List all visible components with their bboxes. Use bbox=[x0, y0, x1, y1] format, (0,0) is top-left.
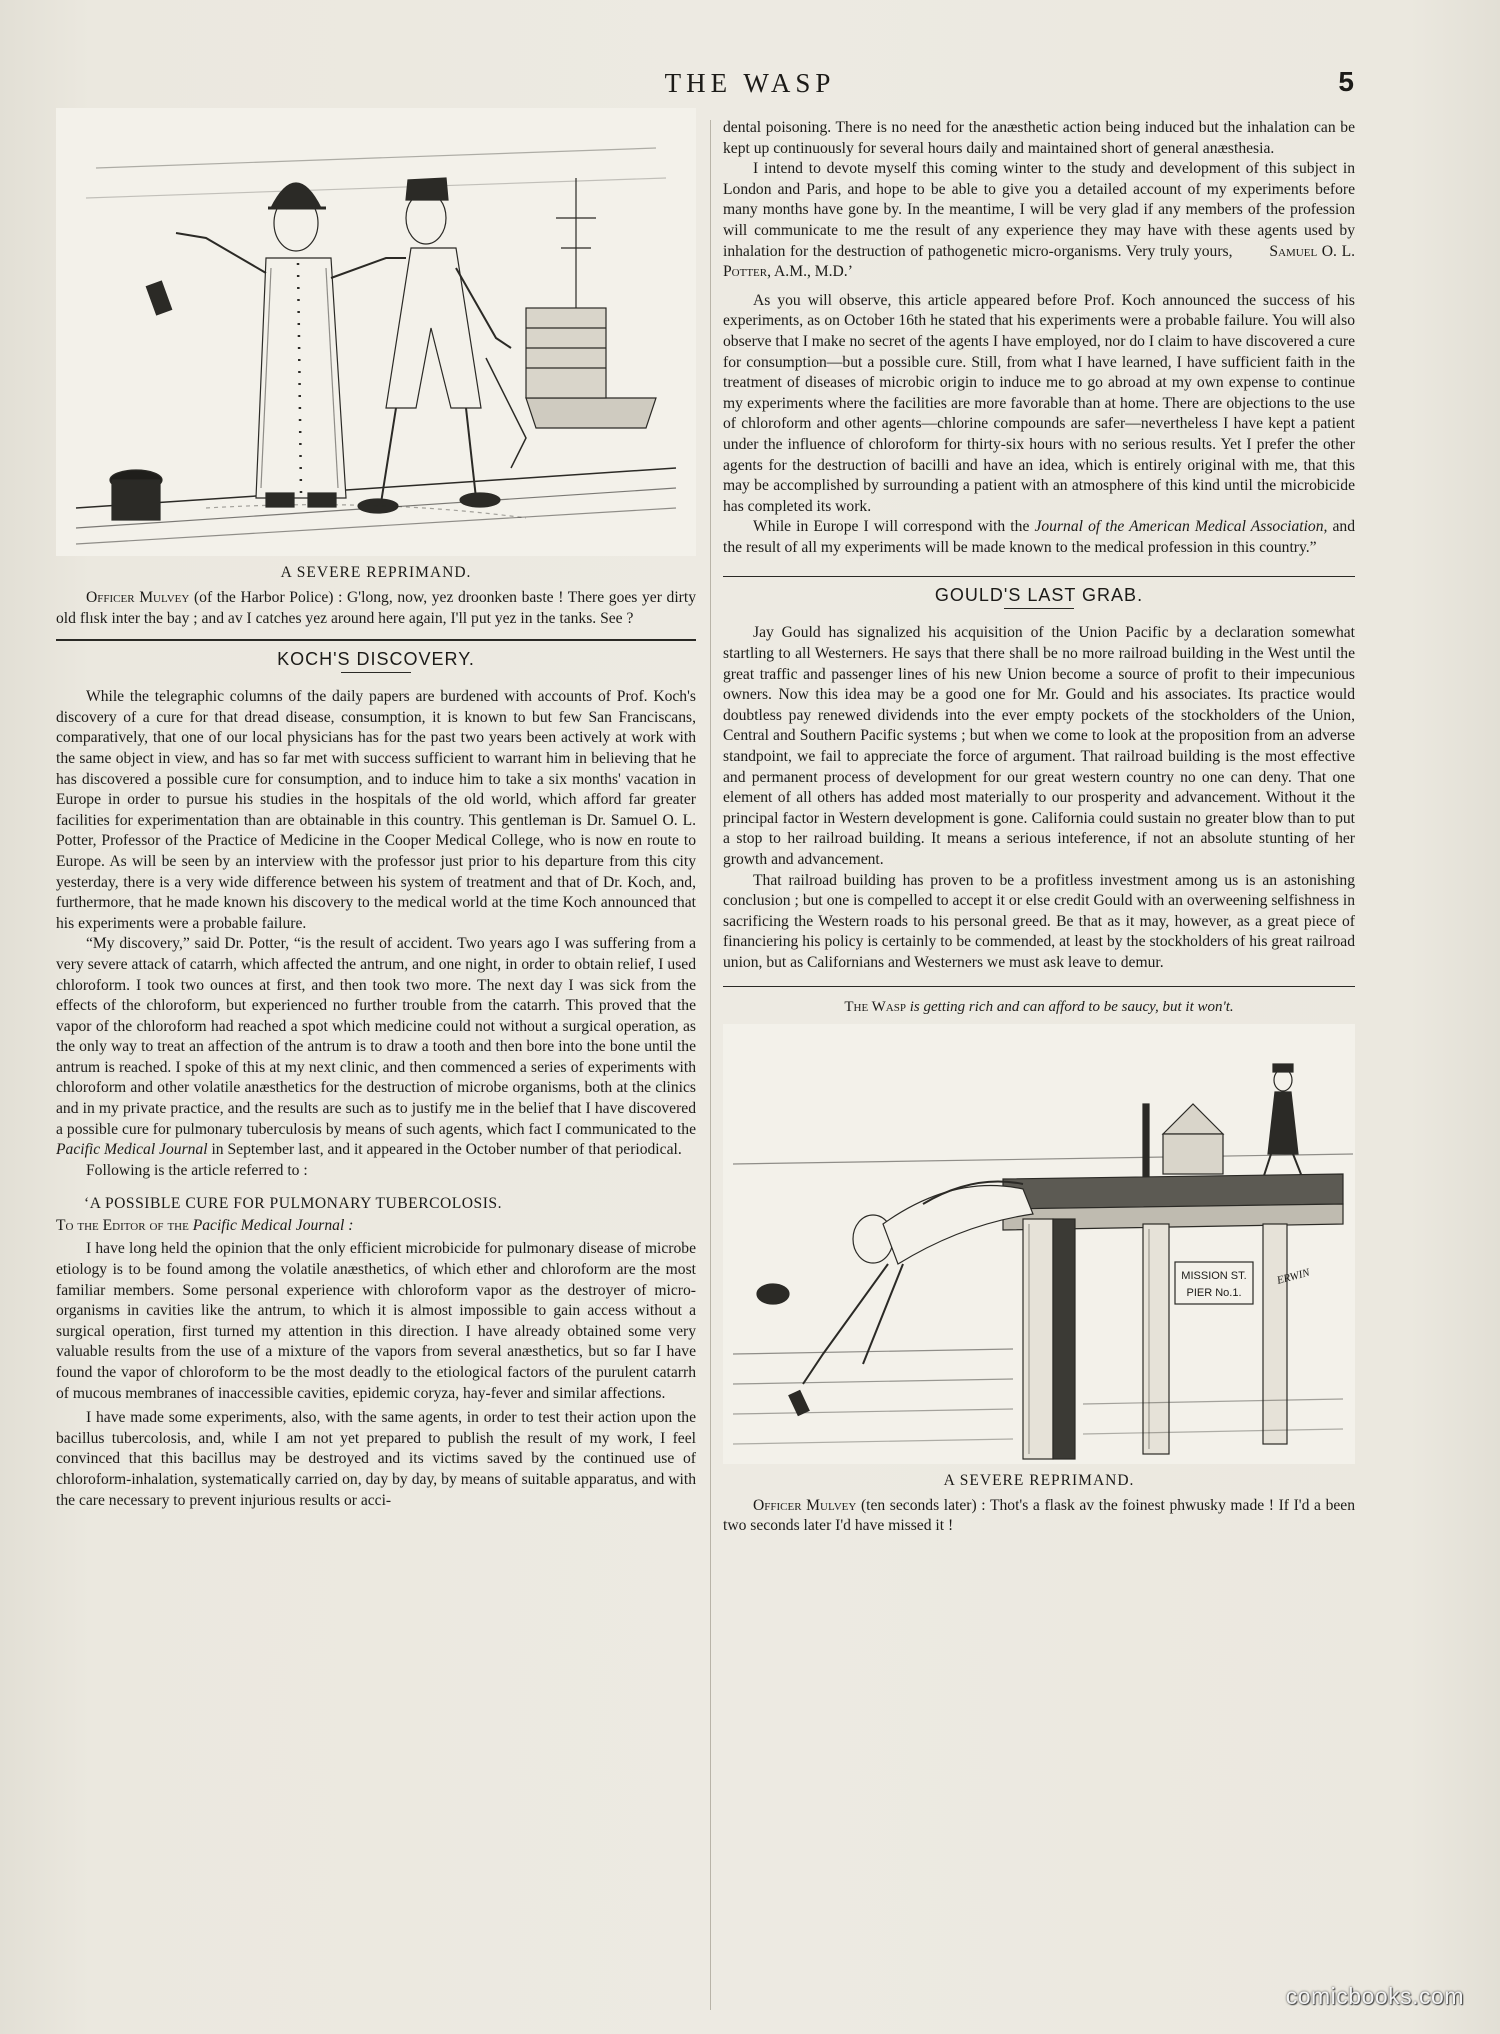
koch-paragraph-2-end: in September last, and it appeared in the October number of that periodical. bbox=[211, 1141, 682, 1159]
koch-paragraph-2-text: “My discovery,” said Dr. Potter, “is the result of accident. Two years ago I was suffering from a very severe attack of catarrh, which affected the antrum, and one night, in order to obtain relief, I used chloroform. I took two ounces at first, and then took two more. The next day I was sick from the effects of the chloroform, but experienced no further trouble from the catarrh. This proved that the vapor of the chloroform had reached a spot which medicine could not without a surgical operation, as the only way to treat an affection of the antrum is to draw a tooth and then bore into the bone until the antrum is reached. I spoke of this at my next clinic, and then commenced a series of experiments with chloroform and other volatile anæsthetics for the destruction of microbe organisms, both at the clinics and in my private practice, and the results are such as to justify me in the belief that I have discovered a possible cure for pulmonary tuberculosis by means of such agents, which fact I communicated to the bbox=[56, 935, 696, 1138]
section-rule bbox=[723, 986, 1355, 987]
bottom-cartoon-caption bbox=[723, 1496, 1355, 1537]
pier-sign-line1: MISSION ST. bbox=[1181, 1269, 1247, 1282]
koch-continued-2-text: I intend to devote myself this coming winter to the study and development of this subject in London and Paris, and hope to be able to give you a detailed account of my experiments before many months have gone by. In the meantime, I will be very glad if any members of the profession will communicate to me the result of any experience they may have with these agents used by inhalation for the destruction of pathogenetic micro-organisms. Very truly yours, bbox=[723, 160, 1355, 260]
publication-title: THE WASP bbox=[664, 68, 836, 98]
wasp-note-name: The Wasp bbox=[844, 998, 906, 1015]
masthead bbox=[0, 68, 1500, 108]
left-column bbox=[56, 108, 696, 1511]
gould-paragraph-2: That railroad building has proven to be a profitless investment among us is an astonishing conclusion ; but one is compelled to accept it or else credit Gould with an overweening selfishness in sacrificing the Western roads to his personal greed. Be that as it may, however, as a great piece of financiering his policy is certainly to be commended, at least by the stockholders of his great railroad union, but as Californians and Westerners we must ask leave to demur. bbox=[723, 871, 1355, 971]
pier-sign-line2: PIER No.1. bbox=[1186, 1286, 1242, 1299]
wasp-note-text: is getting rich and can afford to be saucy, but it won't. bbox=[909, 998, 1234, 1015]
letter-salutation bbox=[56, 1217, 696, 1235]
koch-paragraph-5: I have made some experiments, also, with the same agents, in order to test their action upon the bacillus tubercolosis, and, while I am not yet prepared to publish the result of my work, I feel convinced that this bacillus may be destroyed and its victims saved by the continued use of chloroform-inhalation, systematically carried on, day by day, by means of suitable apparatus, and with the care necessary to prevent injurious results or acci- bbox=[56, 1409, 696, 1509]
koch-paragraph-1: While the telegraphic columns of the daily papers are burdened with accounts of Prof. Koch's discovery of a cure for that dread disease, consumption, it is known to but few San Franciscans, comparatively, that one of our local physicians has for the past two years been actively at work with the same object in view, and has so far met with success sufficient to warrant him in believing that he has discovered a possible cure for consumption, and to induce him to take a six months' vacation in Europe in order to pursue his studies in the hospitals of the old world, which afford far greater facilities for experimentation than are obtainable in this country. This gentleman is Dr. Samuel O. L. Potter, Professor of the Practice of Medicine in the Cooper Medical College, who is now en route to Europe. As will be seen by an interview with the professor just prior to his departure from this city yesterday, there is a very wide difference between his system of treatment and that of Dr. Koch, and, furthermore, that he made known his discovery to the medical world at the time Koch announced that his experiments were a probable failure. bbox=[56, 688, 696, 932]
harbor-police-drawing bbox=[56, 108, 696, 556]
top-cartoon-speech: (of the Harbor Police) : G'long, now, yez droonken baste ! There goes yer dirty old flısk inter the bay ; and av I catches yez around here again, I'll put yez in the tanks. See ? bbox=[56, 589, 697, 627]
bottom-cartoon-caption-title: A SEVERE REPRIMAND. bbox=[943, 1471, 1135, 1489]
article-subheading: ‘A POSSIBLE CURE FOR PULMONARY TUBERCOLOSIS. bbox=[84, 1195, 502, 1213]
column-divider bbox=[710, 120, 711, 2010]
journal-name: Pacific Medical Journal bbox=[56, 1141, 208, 1159]
koch-continued-2 bbox=[723, 159, 1355, 283]
koch-continued-4 bbox=[723, 517, 1355, 558]
right-column bbox=[723, 118, 1355, 1537]
gould-paragraph-1: Jay Gould has signalized his acquisition of the Union Pacific by a declaration somewhat startling to all Westerners. He says that there shall be no more railroad building in the West until the great traffic and passenger lines of his new Union become a source of profit to their impecunious owners. Now this idea may be a good one for Mr. Gould and his associates. Its practice would doubtless pay renewed dividends into the ever empty pockets of the stockholders of the Union, Central and Southern Pacific systems ; but when we come to look at the proposition from an adverse standpoint, we fail to appreciate the force of argument. That railroad building is the most effective and permanent process of development for our great western country no one can deny. That one element of all others has added most materially to our prosperity and advancement. Without it the principal factor in Western development is gone. California could sustain no greater blow than to put a stop to her railroad building. It means a serious inteference, if not an absolute stunting of her growth and advancement. bbox=[723, 624, 1355, 868]
bottom-cartoon-speaker: Officer Mulvey bbox=[753, 1496, 857, 1514]
top-cartoon-caption bbox=[56, 588, 696, 629]
heading-underline bbox=[341, 672, 411, 673]
koch-heading: KOCH'S DISCOVERY. bbox=[277, 649, 475, 670]
koch-continued-4-end: and the result of all my experiments will be made known to the medical profession in this country.” bbox=[723, 518, 1356, 556]
koch-continued-3: As you will observe, this article appeared before Prof. Koch announced the success of his experiments, as on October 16th he stated that his experiments were a probable failure. You will also observe that I make no secret of the agents I have employed, nor do I claim to have discovered a cure for consumption—but a possible cure. Still, from what I have learned, I have sufficient faith in the treatment of diseases of microbic origin to induce me to go abroad at my own expense to continue my experiments where the facilities are more favorable than at home. There are objections to the use of chloroform and other agents—chlorine compounds are safer—nevertheless I have kept a patient under the influence of chloroform for thirty-six hours with no serious results. Yet I prefer the other agents for the destruction of bacilli and have an idea, which is entirely original with me, that this may be accomplished by surrounding a patient with an atmosphere of this kind until the microbicide has completed its work. bbox=[723, 291, 1355, 515]
bottom-cartoon-speech: (ten seconds later) : Thot's a flask av the foinest phwusky made ! If I'd a been two seconds later I'd have missed it ! bbox=[723, 1496, 1356, 1535]
heading-underline bbox=[1004, 608, 1074, 609]
salutation-journal: Pacific Medical Journal : bbox=[192, 1217, 354, 1235]
koch-paragraph-3: Following is the article referred to : bbox=[86, 1161, 308, 1179]
pier-drawing bbox=[723, 1024, 1355, 1464]
top-cartoon-illustration bbox=[56, 108, 696, 556]
section-rule bbox=[56, 639, 696, 641]
koch-continued-4-text: While in Europe I will correspond with the bbox=[753, 518, 1030, 536]
letter-signature: Samuel O. L. Potter, A.M., M.D.’ bbox=[723, 242, 1355, 281]
artist-signature: ERWIN bbox=[1275, 1266, 1312, 1287]
koch-continued-1: dental poisoning. There is no need for the anæsthetic action being induced but the inhalation can be kept up continuously for several hours daily and maintained short of general anæsthesia. bbox=[723, 119, 1355, 157]
wasp-note bbox=[723, 999, 1355, 1016]
koch-paragraph-4: I have long held the opinion that the only efficient microbicide for pulmonary disease of microbe etiology is to be found among the volatile anæsthetics, of which ether and chloroform are the most familiar members. Some personal experience with chloroform vapor as the destroyer of micro-organisms in cavities like the antrum, to which it is almost impossible to gain access without a surgical operation, first turned my attention in this direction. I have already obtained some very valuable results from the use of a mixture of the vapors from several anæsthetics, but so far I have found the vapor of chloroform to be the most deadly to the etiological factors of the purulent catarrh of mucous membranes of inaccessible cavities, epidemic coryza, hay-fever and similar affections. bbox=[56, 1240, 696, 1402]
gould-heading: GOULD'S LAST GRAB. bbox=[934, 585, 1144, 606]
top-cartoon-caption-title: A SEVERE REPRIMAND. bbox=[280, 564, 472, 581]
top-cartoon-speaker: Officer Mulvey bbox=[86, 589, 190, 606]
ama-journal-name: Journal of the American Medical Association, bbox=[1034, 518, 1328, 536]
watermark: comicbooks.com bbox=[1285, 1983, 1464, 2009]
page-number: 5 bbox=[1338, 66, 1354, 97]
salutation-prefix: To the Editor of the bbox=[56, 1217, 189, 1235]
bottom-cartoon-illustration bbox=[723, 1024, 1355, 1464]
koch-paragraph-2 bbox=[56, 934, 696, 1161]
section-rule bbox=[723, 576, 1355, 577]
